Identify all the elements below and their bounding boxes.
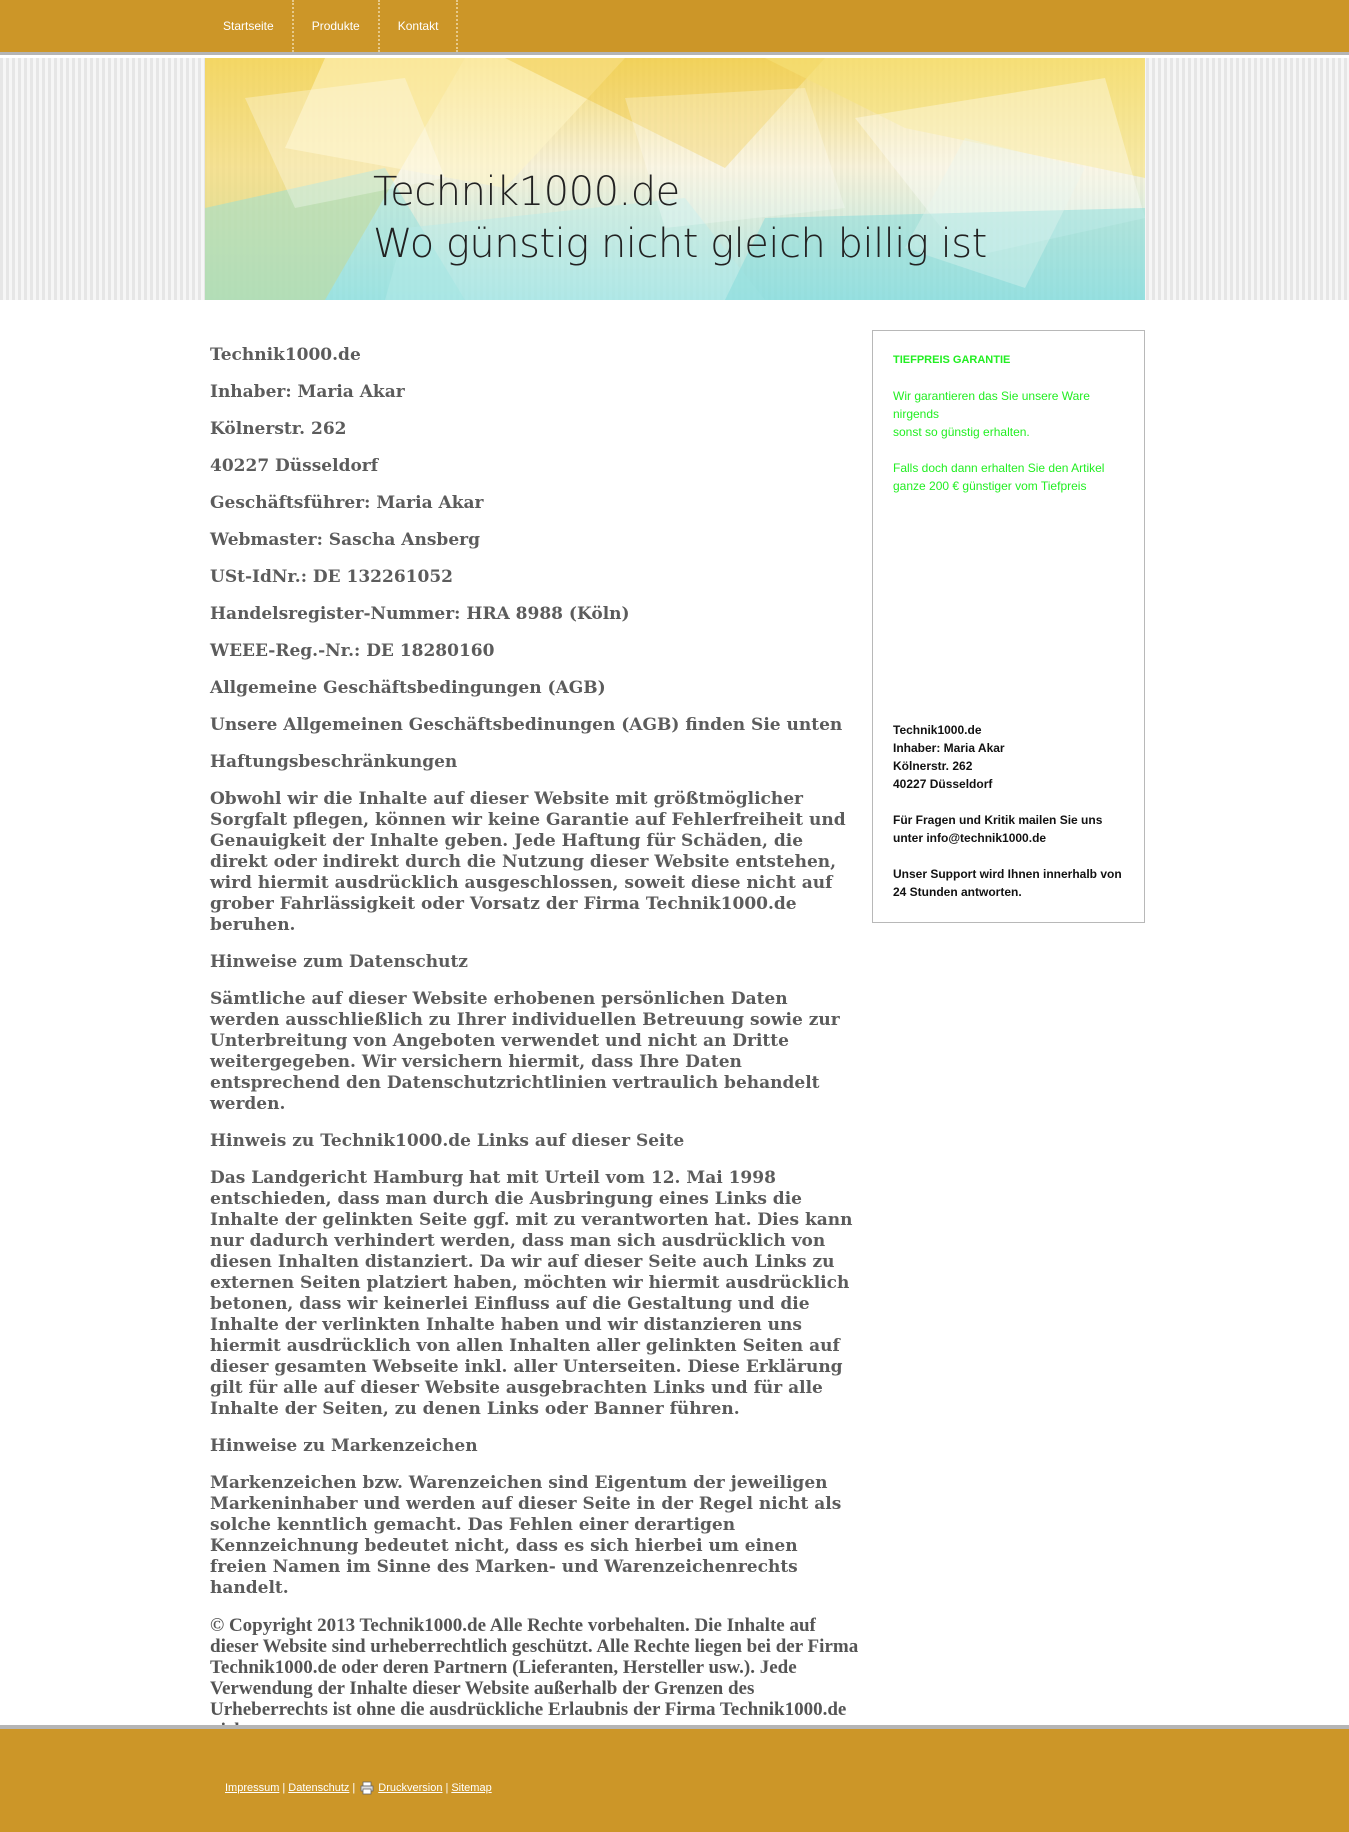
- address-line-4: 40227 Düsseldorf: [893, 777, 993, 791]
- city-address: 40227 Düsseldorf: [210, 456, 379, 476]
- site-title-line-2: Wo günstig nicht gleich billig ist: [373, 221, 987, 267]
- guarantee-text: [893, 387, 1124, 441]
- owner: Inhaber: Maria Akar: [210, 382, 405, 402]
- agb-text: Unsere Allgemeinen Geschäftsbedinungen (AGB) finden Sie unten: [210, 715, 843, 735]
- guarantee-line-2: sonst so günstig erhalten.: [893, 425, 1030, 439]
- liability-text: Obwohl wir die Inhalte auf dieser Website mit größtmöglicher Sorgfalt pflegen, können wir keine Garantie auf Fehlerfreiheit und Genauigkeit der Inhalte geben. Jede Haftung für Schäden, die direkt oder indirekt durch die Nutzung dieser Website entstehen, wird hiermit ausdrücklich ausgeschlossen, soweit diese nicht auf grober Fahrlässigkeit oder Vorsatz der Firma Technik1000.de beruhen.: [210, 789, 846, 935]
- sidebar-title: TIEFPREIS GARANTIE: [893, 354, 1011, 366]
- support-line-1: Unser Support wird Ihnen innerhalb von: [893, 867, 1122, 881]
- links-heading: Hinweis zu Technik1000.de Links auf dieser Seite: [210, 1131, 685, 1151]
- trade-register-number: Handelsregister-Nummer: HRA 8988 (Köln): [210, 604, 630, 624]
- agb-heading: Allgemeine Geschäftsbedingungen (AGB): [210, 678, 606, 698]
- support-line-2: 24 Stunden antworten.: [893, 885, 1022, 899]
- managing-director: Geschäftsführer: Maria Akar: [210, 493, 484, 513]
- sidebar-box: [872, 330, 1145, 923]
- footer-link-sitemap[interactable]: Sitemap: [451, 1782, 492, 1794]
- footer-link-impressum[interactable]: Impressum: [225, 1782, 280, 1794]
- sidebar-support-note: [893, 865, 1126, 901]
- site-title: [373, 166, 987, 270]
- address-line-1: Technik1000.de: [893, 723, 982, 737]
- footer-separator: |: [352, 1782, 356, 1794]
- copyright-text: © Copyright 2013 Technik1000.de Alle Rechte vorbehalten. Die Inhalte auf dieser Website sind urheberrechtlich geschützt. Alle Rechte liegen bei der Firma Technik1000.de oder deren Partnern (Lieferanten, Hersteller usw.). Jede Verwendung der Inhalte dieser Website außerhalb der Grenzen des Urheberrechts ist ohne die ausdrückliche Erlaubnis der Firma Technik1000.de: [210, 1615, 859, 1720]
- offer-text: [893, 459, 1124, 495]
- vat-id: USt-IdNr.: DE 132261052: [210, 567, 453, 587]
- guarantee-line-1: Wir garantieren das Sie unsere Ware nirgends: [893, 389, 1090, 421]
- trademarks-heading: Hinweise zu Markenzeichen: [210, 1436, 478, 1456]
- footer-link-datenschutz[interactable]: Datenschutz: [288, 1782, 350, 1794]
- footer-link-druckversion[interactable]: Druckversion: [378, 1782, 443, 1794]
- links-text: Das Landgericht Hamburg hat mit Urteil vom 12. Mai 1998 entschieden, dass man durch die Ausbringung eines Links die Inhalte der gelinkten Seite ggf. mit zu verantworten hat. Dies kann nur dadurch verhindert werden, dass man sich ausdrücklich von diesen Inhalten distanziert. Da wir auf dieser Seite auch Links zu externen Seiten platziert haben, möchten wir hiermit ausdrücklich betonen, dass wir keinerlei Einfluss auf die Gestaltung und die Inhalte der verlinkten Inhalte haben und wir distanzieren uns hiermit ausdrücklich von allen Inhalten aller gelinkten Seiten auf dieser gesamten Webseite inkl. aller Unterseiten. Diese Erklärung gilt für alle auf dieser Website ausgebrachten Links und für alle Inhalte der Seiten, zu denen Links oder Banner führen.: [210, 1168, 853, 1419]
- nav-item-kontakt[interactable]: Kontakt: [380, 0, 459, 52]
- nav-item-startseite[interactable]: Startseite: [205, 0, 294, 52]
- offer-line-1: Falls doch dann erhalten Sie den Artikel: [893, 461, 1105, 475]
- sidebar-address: [893, 721, 1126, 793]
- header-banner: [205, 58, 1145, 300]
- sidebar-contact: [893, 721, 1126, 901]
- sidebar-email-note: [893, 811, 1126, 847]
- nav-item-produkte[interactable]: Produkte: [294, 0, 380, 52]
- printer-icon[interactable]: [360, 1781, 374, 1795]
- privacy-heading: Hinweise zum Datenschutz: [210, 952, 468, 972]
- weee-registration: WEEE-Reg.-Nr.: DE 18280160: [210, 641, 495, 661]
- privacy-text: Sämtliche auf dieser Website erhobenen persönlichen Daten werden ausschließlich zu Ihrer individuellen Betreuung sowie zur Unterbreitung von Angeboten verwendet und nicht an Dritte weitergegeben. Wir versichern hiermit, dass Ihre Daten entsprechend den Datenschutzrichtlinien vertraulich behandelt werden.: [210, 989, 840, 1114]
- top-navigation-bar: [0, 0, 1349, 55]
- address-line-2: Inhaber: Maria Akar: [893, 741, 1005, 755]
- contact-line-2: unter info@technik1000.de: [893, 831, 1047, 845]
- offer-line-2: ganze 200 € günstiger vom Tiefpreis: [893, 479, 1087, 493]
- footer-separator: |: [282, 1782, 286, 1794]
- site-title-line-1: Technik1000.de: [373, 169, 680, 215]
- main-nav: [205, 0, 458, 52]
- address-line-3: Kölnerstr. 262: [893, 759, 973, 773]
- street-address: Kölnerstr. 262: [210, 419, 347, 439]
- company-name: Technik1000.de: [210, 345, 361, 365]
- footer-links: [225, 1781, 492, 1795]
- trademarks-text: Markenzeichen bzw. Warenzeichen sind Eigentum der jeweiligen Markeninhaber und werden auf dieser Seite in der Regel nicht als solche kenntlich gemacht. Das Fehlen einer derartigen Kennzeichnung bedeutet nicht, dass es sich hierbei um einen freien Namen im Sinne des Marken- und Warenzeichenrechts handelt.: [210, 1473, 842, 1598]
- contact-line-1: Für Fragen und Kritik mailen Sie uns: [893, 813, 1103, 827]
- footer-separator: |: [445, 1782, 449, 1794]
- liability-heading: Haftungsbeschränkungen: [210, 752, 458, 772]
- footer: [0, 1725, 1349, 1832]
- webmaster: Webmaster: Sascha Ansberg: [210, 530, 480, 550]
- impressum-content: [210, 345, 860, 1757]
